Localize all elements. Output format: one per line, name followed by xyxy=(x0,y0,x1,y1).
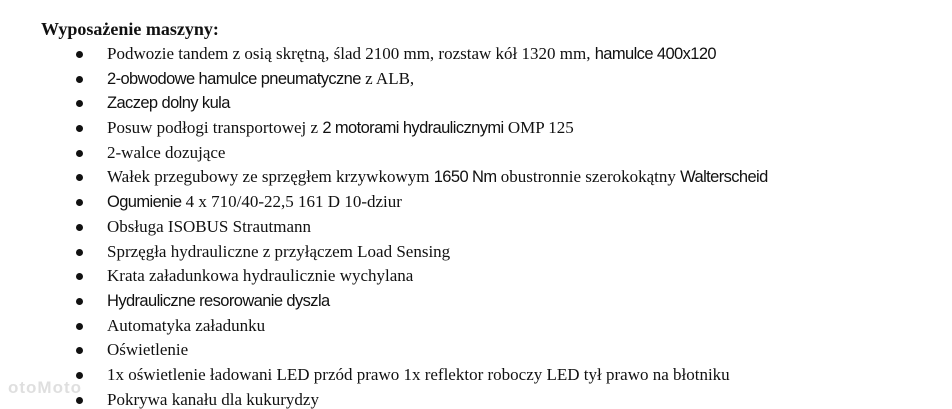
watermark-logo: otoMoto xyxy=(8,378,83,397)
bullet-icon xyxy=(76,298,83,305)
text-segment: Posuw podłogi transportowej z xyxy=(107,118,323,138)
list-item xyxy=(0,141,952,166)
text-segment: Hydrauliczne resorowanie dyszla xyxy=(107,291,330,310)
list-item xyxy=(0,67,952,92)
list-item-text xyxy=(107,264,413,289)
list-item-text xyxy=(107,141,225,166)
text-segment: Podwozie tandem z osią skrętną, ślad 2100 mm, rozstaw kół 1320 mm, xyxy=(107,44,595,63)
text-segment: Oświetlenie xyxy=(107,340,189,360)
list-item xyxy=(0,388,952,409)
list-item-text xyxy=(107,388,319,409)
list-item xyxy=(0,363,952,388)
list-item xyxy=(0,338,952,363)
text-segment: 2-walce dozujące xyxy=(107,142,226,162)
list-item xyxy=(0,240,952,265)
list-item-text xyxy=(107,314,265,339)
text-segment: Sprzęgła hydrauliczne z przyłączem Load Sensing xyxy=(107,241,451,261)
list-item-text xyxy=(107,165,768,190)
text-segment: 1650 Nm xyxy=(433,168,497,187)
text-segment: 4 x 710/40-22,5 161 D 10-dziur xyxy=(181,192,402,212)
list-item xyxy=(0,116,952,141)
list-item xyxy=(0,42,952,67)
list-item xyxy=(0,314,952,339)
text-segment: Obsługa ISOBUS Strautmann xyxy=(107,216,311,236)
text-segment: Wałek przegubowy ze sprzęgłem krzywkowym xyxy=(107,167,434,187)
text-segment: 2 motorami hydraulicznymi xyxy=(322,119,504,138)
text-segment: hamulce 400x120 xyxy=(594,45,716,63)
list-item xyxy=(0,91,952,116)
text-segment: Automatyka załadunku xyxy=(107,315,266,335)
text-segment: OMP 125 xyxy=(503,118,574,138)
bullet-icon xyxy=(76,347,83,354)
list-item xyxy=(0,215,952,240)
bullet-icon xyxy=(76,51,83,58)
bullet-icon xyxy=(76,125,83,132)
bullet-icon xyxy=(76,100,83,107)
bullet-icon xyxy=(76,199,83,206)
bullet-icon xyxy=(76,174,83,181)
text-segment: Krata załadunkowa hydraulicznie wychylana xyxy=(107,266,414,286)
list-item xyxy=(0,190,952,215)
equipment-list xyxy=(0,42,952,409)
list-item-text xyxy=(107,338,188,363)
list-item-text xyxy=(107,91,230,116)
text-segment: Pokrywa kanału dla kukurydzy xyxy=(107,389,319,409)
bullet-icon xyxy=(76,273,83,280)
list-item-text xyxy=(107,289,330,314)
text-segment: 2-obwodowe hamulce pneumatyczne xyxy=(107,69,361,88)
bullet-icon xyxy=(76,150,83,157)
section-heading: Wyposażenie maszyny: xyxy=(41,19,219,39)
bullet-icon xyxy=(76,323,83,330)
list-item xyxy=(0,264,952,289)
bullet-icon xyxy=(76,224,83,231)
list-item-text xyxy=(107,67,414,92)
list-item-text xyxy=(107,363,730,388)
text-segment: z ALB, xyxy=(360,68,415,88)
list-item-text xyxy=(107,215,311,240)
list-item-text xyxy=(107,116,574,141)
list-item xyxy=(0,165,952,190)
text-segment: Ogumienie xyxy=(107,193,182,212)
bullet-icon xyxy=(76,249,83,256)
text-segment: Walterscheid xyxy=(680,168,768,187)
text-segment: obustronnie szerokokątny xyxy=(496,167,681,187)
bullet-icon xyxy=(76,76,83,83)
text-segment: Zaczep dolny kula xyxy=(107,94,230,113)
list-item-text xyxy=(107,240,450,265)
list-item-text xyxy=(107,190,402,215)
text-segment: 1x oświetlenie ładowani LED przód prawo 1x reflektor roboczy LED tył prawo na błotniku xyxy=(107,364,730,384)
list-item-text xyxy=(107,42,716,67)
list-item xyxy=(0,289,952,314)
